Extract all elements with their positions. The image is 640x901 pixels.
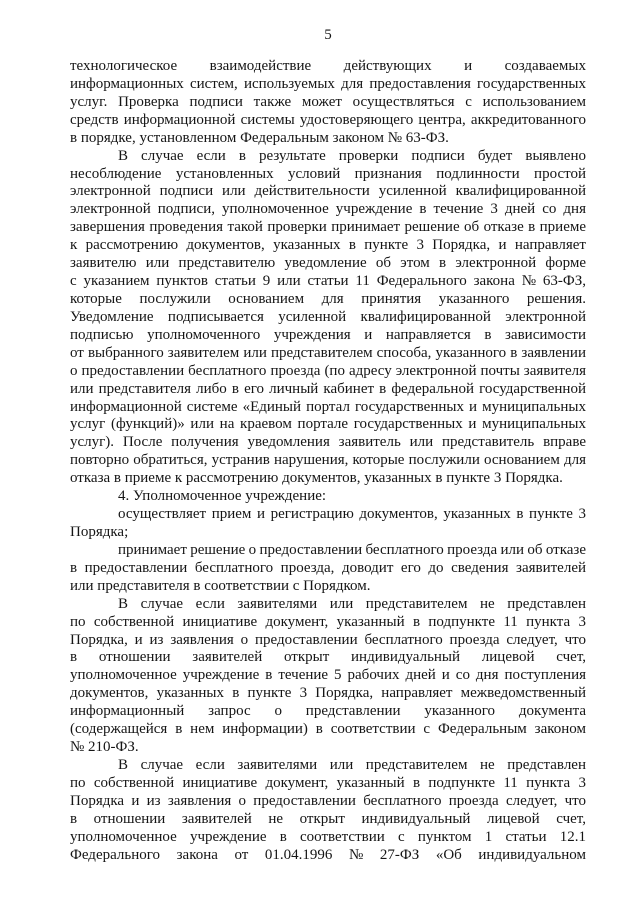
text-line: № 210-ФЗ.: [70, 739, 139, 756]
text-line: В случае если заявителями или представителем не представлен: [118, 756, 586, 773]
text-line: уполномоченное учреждение в течение 5 рабочих дней и со дня поступления: [70, 667, 586, 684]
paragraph: [70, 148, 586, 489]
text-line: несоблюдение установленных условий признания подлинности простой: [70, 165, 586, 182]
document-body: [70, 58, 586, 864]
text-line: подписью уполномоченного учреждения и направляется в зависимости: [70, 326, 586, 343]
text-line: отказа в приеме к рассмотрению документов, указанных в пункте 3 Порядка.: [70, 470, 563, 487]
text-line: о предоставлении бесплатного проезда (по адресу электронной почты заявителя: [70, 362, 586, 379]
text-line: с указанием пунктов статьи 9 или статьи 11 Федерального закона № 63-ФЗ,: [70, 273, 586, 290]
text-line: средств информационной системы удостоверяющего центра, аккредитованного: [70, 111, 586, 128]
text-line: технологическое взаимодействие действующих и создаваемых: [70, 58, 586, 74]
text-line: (содержащейся в нем информации) в соответствии с Федеральным законом: [70, 721, 586, 738]
text-line: Уведомление подписывается усиленной квалифицированной электронной: [70, 308, 586, 325]
text-line: от выбранного заявителем или представителем способа, указанного в заявлении: [70, 344, 586, 361]
text-line: завершения проведения такой проверки принимает решение об отказе в приеме: [70, 219, 586, 236]
text-line: услуг (функций)» или на краевом портале государственных и муниципальных: [70, 416, 586, 433]
text-line: по собственной инициативе документ, указанный в подпункте 11 пункта 3: [70, 774, 586, 791]
text-line: уполномоченное учреждение в соответствии с пунктом 1 статьи 12.1: [70, 828, 586, 845]
text-line: 4. Уполномоченное учреждение:: [118, 488, 327, 505]
text-line: услуг). После получения уведомления заявитель или представитель вправе: [70, 434, 586, 451]
paragraph: [70, 757, 586, 865]
text-line: по собственной инициативе документ, указанный в подпункте 11 пункта 3: [70, 613, 586, 630]
text-line: информационной системе «Единый портал государственных и муниципальных: [70, 398, 586, 415]
text-line: которые послужили основанием для принятия указанного решения.: [70, 290, 586, 307]
text-line: осуществляет прием и регистрацию документов, указанных в пункте 3: [118, 506, 586, 523]
text-line: электронной подписи, уполномоченное учреждение в течение 3 дней со дня: [70, 201, 586, 218]
text-line: информационных систем, используемых для предоставления государственных: [70, 75, 586, 92]
text-line: В случае если в результате проверки подписи будет выявлено: [118, 147, 586, 164]
paragraph: [70, 58, 586, 148]
text-line: В случае если заявителями или представителем не представлен: [118, 595, 586, 612]
paragraph: [70, 596, 586, 757]
text-line: Порядка;: [70, 523, 129, 540]
text-line: Порядка и из заявления о предоставлении бесплатного проезда следует, что: [70, 792, 586, 809]
text-line: Федерального закона от 01.04.1996 № 27-ФЗ «Об индивидуальном: [70, 846, 586, 863]
paragraph: [70, 488, 586, 506]
text-line: в отношении заявителей открыт индивидуальный лицевой счет,: [70, 649, 586, 666]
text-line: услуг. Проверка подписи также может осуществляться с использованием: [70, 93, 586, 110]
text-line: в предоставлении бесплатного проезда, доводит его до сведения заявителей: [70, 559, 586, 576]
paragraph: [70, 506, 586, 542]
text-line: повторно обратиться, устранив нарушения, которые послужили основанием для: [70, 452, 586, 469]
text-line: Порядка, и из заявления о предоставлении бесплатного проезда следует, что: [70, 631, 586, 648]
text-line: в порядке, установленном Федеральным законом № 63-ФЗ.: [70, 129, 449, 146]
text-line: документов, указанных в пункте 3 Порядка, направляет межведомственный: [70, 685, 586, 702]
text-line: или представителя либо в его личный кабинет в федеральной государственной: [70, 380, 586, 397]
text-line: электронной подписи или действительности усиленной квалифицированной: [70, 183, 586, 200]
text-line: в отношении заявителей не открыт индивидуальный лицевой счет,: [70, 810, 586, 827]
paragraph: [70, 542, 586, 596]
text-line: или представителя в соответствии с Порядком.: [70, 577, 371, 594]
page-number: 5: [324, 27, 332, 43]
text-line: заявителю или представителю уведомление об этом в электронной форме: [70, 255, 586, 272]
text-line: к рассмотрению документов, указанных в пункте 3 Порядка, и направляет: [70, 237, 586, 254]
text-line: принимает решение о предоставлении бесплатного проезда или об отказе: [118, 541, 586, 558]
text-line: информационный запрос о представлении указанного документа: [70, 703, 586, 720]
